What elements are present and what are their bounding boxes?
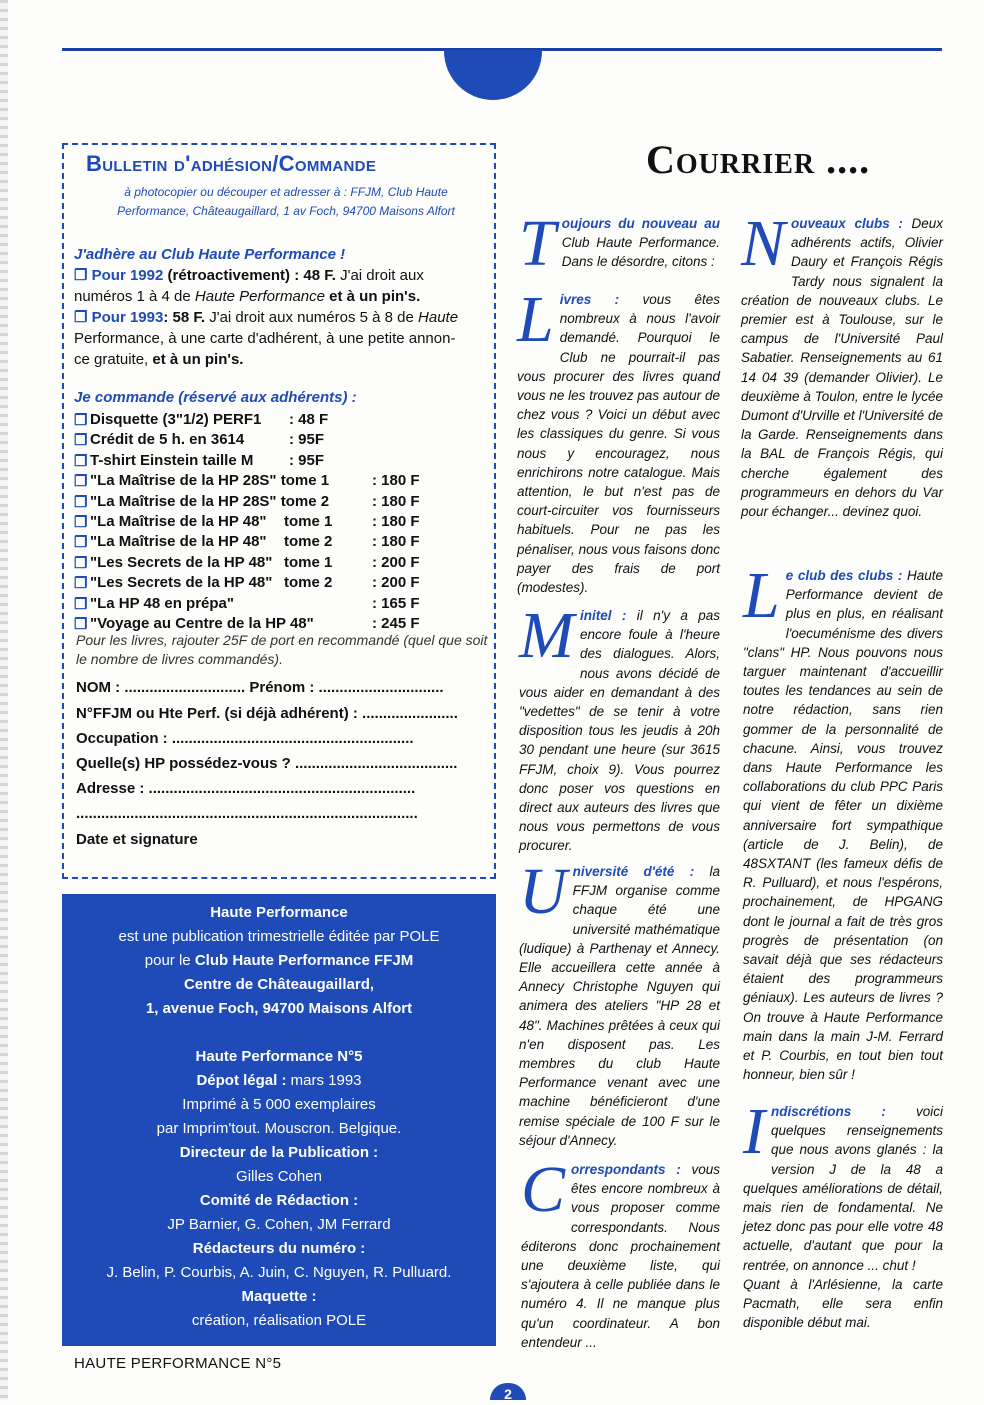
option-1993-cont xyxy=(74,350,492,369)
article-livres xyxy=(517,283,720,597)
article-club-des-clubs xyxy=(743,559,943,1084)
form-subtitle-line: Performance, Châteaugaillard, 1 av Foch, 94700 Maisons Alfort xyxy=(117,204,455,218)
article-text: la FFJM organise comme chaque été une université mathématique (ludique) à Parthenay et Annecy. Elle accueillera cette année à Annecy Christophe Nguyen qui animera des ateliers "HP 28 et 48". Machines prêtées à ceux qui n'en disposent pas. Les membres du club Haute Performance venant avec une machine bénéficieront d'une remise spéciale de 100 F sur le séjour d'Annecy. xyxy=(519,864,720,1148)
checkbox-icon[interactable]: ❐ xyxy=(74,554,88,572)
article-lead: orrespondants : xyxy=(571,1162,681,1177)
option-1992[interactable] xyxy=(74,266,492,285)
credit-line: Gilles Cohen xyxy=(236,1168,322,1185)
order-item-label: Disquette (3"1/2) PERF1 xyxy=(90,411,262,428)
order-item-label: T-shirt Einstein taille M xyxy=(90,451,254,469)
drop-cap: L xyxy=(517,283,554,356)
member-number-field[interactable]: N°FFJM ou Hte Perf. (si déjà adhérent) : ....................... xyxy=(76,705,458,722)
credit-text: mars 1993 xyxy=(290,1072,362,1089)
option-price: : 58 F. xyxy=(163,309,206,326)
credits-box xyxy=(62,894,496,1346)
order-form xyxy=(62,143,496,879)
credit-line: Haute Performance N°5 xyxy=(195,1048,363,1065)
order-item-label: "Voyage au Centre de la HP 48" xyxy=(90,615,314,632)
checkbox-icon[interactable]: ❐ xyxy=(74,473,88,491)
drop-cap: C xyxy=(521,1153,566,1226)
article-text: Haute Performance devient de plus en plus, en réalisant l'oecuménisme des divers "clans" HP. Nous pouvons nous targuer maintenant d'accueillir toutes les tendances au sein de notre rédaction, sans rien gommer de la personnalité de chacune. Ainsi, vous trouvez dans Haute Performance les collaborations du club PPC Paris qui vient de fêter un dixième anniversaire fort sympathique (article de J. Belin), de 48SXTANT (les fameux défis de R. Pulluard), et nous l'espérons, prochainement, de HPGANG dont le journal a fait de très gros progrès de présentation (on savait déjà que ses rédacteurs étaient des programmeurs géniaux). Les auteurs de livres ? On trouve à Haute Performance main dans la main J-M. Ferrard et P. Courbis, en tout bien tout honneur, bien sûr ! xyxy=(743,568,943,1083)
credit-line: JP Barnier, G. Cohen, JM Ferrard xyxy=(167,1216,391,1233)
books-note: Pour les livres, rajouter 25F de port en recommandé (quel que soit le nombre de livres commandés). xyxy=(76,632,488,667)
checkbox-icon[interactable]: ❐ xyxy=(74,595,88,613)
order-item-tome: tome 2 xyxy=(284,533,333,551)
order-item-label: "La HP 48 en prépa" xyxy=(90,594,235,612)
page-number: 2 xyxy=(490,1383,526,1400)
option-text: J'ai droit aux xyxy=(340,267,424,284)
drop-cap: M xyxy=(519,599,574,672)
credit-line xyxy=(62,952,496,969)
credit-line: Haute Performance xyxy=(210,904,348,921)
credit-line: est une publication trimestrielle éditée par POLE xyxy=(118,928,440,945)
credit-line: Directeur de la Publication : xyxy=(179,1144,379,1161)
article-universite xyxy=(519,855,720,1150)
order-item-tome: tome 1 xyxy=(284,553,333,571)
occupation-field[interactable]: Occupation : .......................................................... xyxy=(76,730,414,747)
article-lead: e club des clubs : xyxy=(785,568,903,583)
hp-owned-field[interactable]: Quelle(s) HP possédez-vous ? ....................................... xyxy=(76,755,458,772)
order-item-price: : 95F xyxy=(289,451,325,469)
order-item-price: : 165 F xyxy=(372,594,420,612)
order-item-price: : 245 F xyxy=(372,615,420,632)
order-item-label: "La Maîtrise de la HP 28S" tome 2 xyxy=(90,492,330,510)
order-item-tome: tome 2 xyxy=(284,574,333,592)
option-1992-cont xyxy=(74,287,492,306)
order-item-label: "La Maîtrise de la HP 28S" tome 1 xyxy=(90,472,330,490)
article-indiscretions xyxy=(743,1095,943,1332)
article-text: Quant à l'Arlésienne, la carte Pacmath, elle sera enfin disponible début mai. xyxy=(743,1276,943,1331)
order-item-price: : 200 F xyxy=(372,553,420,571)
credit-line: par Imprim'tout. Mouscron. Belgique. xyxy=(156,1120,402,1137)
option-1993-cont: Performance, à une carte d'adhérent, à une petite annon- xyxy=(74,330,456,347)
credit-line xyxy=(62,1072,496,1089)
checkbox-icon[interactable]: ❐ xyxy=(74,616,88,633)
checkbox-icon[interactable]: ❐ xyxy=(74,309,88,326)
order-item-price: : 48 F xyxy=(289,411,329,428)
option-price: (rétroactivement) : 48 F. xyxy=(167,267,336,284)
article-text: Club Haute Performance. Dans le désordre, citons : xyxy=(561,235,720,270)
drop-cap: U xyxy=(519,855,567,928)
article-lead: initel : xyxy=(579,608,627,623)
credit-line: Imprimé à 5 000 exemplaires xyxy=(182,1096,376,1113)
article-minitel xyxy=(519,599,720,856)
checkbox-icon[interactable]: ❐ xyxy=(74,534,88,552)
article-intro xyxy=(519,207,720,280)
form-title: Bulletin d'adhésion/Commande xyxy=(86,151,377,176)
name-field[interactable]: NOM : ............................. Prénom : .............................. xyxy=(76,679,444,696)
article-lead: oujours du nouveau au xyxy=(561,216,720,231)
order-item-label: "La Maîtrise de la HP 48" xyxy=(90,533,267,551)
option-magazine: Haute Performance xyxy=(194,288,325,305)
order-item-price: : 180 F xyxy=(372,472,420,490)
option-text: numéros 1 à 4 de xyxy=(74,288,191,305)
article-text: vous êtes encore nombreux à vous proposer comme correspondants. Nous éditerons donc prochainement une deuxième liste, qui s'ajoutera à celle publiée dans le numéro 4. Il ne manque plus qu'un coordinateur. A bon entendeur ... xyxy=(521,1162,720,1350)
credit-line: 1, avenue Foch, 94700 Maisons Alfort xyxy=(145,1000,413,1017)
date-signature-field[interactable]: Date et signature xyxy=(76,831,198,848)
address-field[interactable]: Adresse : ................................................................ xyxy=(76,780,416,797)
checkbox-icon[interactable]: ❐ xyxy=(74,267,88,284)
article-lead: ndiscrétions : xyxy=(770,1104,886,1119)
order-item-price: : 180 F xyxy=(372,513,420,530)
credit-line: Rédacteurs du numéro : xyxy=(192,1240,366,1257)
article-text: vous êtes nombreux à nous l'avoir demandé. Pourquoi le Club ne pourrait-il pas vous procurer des livres quand vous ne les trouvez pas autour de chez vous ? Voici un début avec les classiques du genre. Si vous nous y encouragez, nous enrichirons notre catalogue. Mais attention, le but n'est pas de court-circuiter vos fournisseurs habituels. Pour ne pas les pénaliser, nous vous faisons donc payer des frais de port (modestes). xyxy=(517,292,720,596)
credit-line: Comité de Rédaction : xyxy=(199,1192,359,1209)
article-correspondants xyxy=(521,1153,720,1352)
address-field-2[interactable]: .................................................................................. xyxy=(76,805,418,822)
order-item-price: : 200 F xyxy=(372,574,420,592)
drop-cap: I xyxy=(743,1095,765,1168)
order-item-label: "Les Secrets de la HP 48" xyxy=(90,574,273,592)
credit-line: Centre de Châteaugaillard, xyxy=(183,976,375,993)
article-text: voici quelques renseignements que nous avons glanés : la version J de la 48 a quelques améliorations de détail, mais rien de fondamental. Ne jetez donc pas pour elle votre 48 actuelle, d'autant que pour la rentrée, on annonce ... chut ! xyxy=(743,1104,943,1273)
option-year: Pour 1993 xyxy=(91,309,164,326)
order-item-label: Crédit de 5 h. en 3614 xyxy=(90,431,245,449)
credit-text: Club Haute Performance FFJM xyxy=(194,952,414,969)
header-disc xyxy=(444,50,542,100)
checkbox-icon[interactable]: ❐ xyxy=(74,493,88,511)
order-item-label: "La Maîtrise de la HP 48" xyxy=(90,513,267,530)
article-lead: niversité d'été : xyxy=(572,864,695,879)
article-lead: ouveaux clubs : xyxy=(791,216,903,231)
drop-cap: T xyxy=(519,207,556,280)
article-nouveaux-clubs xyxy=(741,207,943,521)
checkbox-icon[interactable]: ❐ xyxy=(74,514,88,531)
credit-text: Dépot légal : xyxy=(196,1072,287,1089)
page-edge xyxy=(0,0,8,1400)
credit-text: pour le xyxy=(144,952,191,969)
option-text: et à un pin's. xyxy=(152,351,244,368)
option-magazine: Haute xyxy=(418,309,459,326)
checkbox-icon[interactable]: ❐ xyxy=(74,452,88,470)
order-item-tome: tome 1 xyxy=(284,513,333,530)
option-year: Pour 1992 xyxy=(91,267,164,284)
option-1993[interactable] xyxy=(74,308,492,327)
order-heading: Je commande (réservé aux adhérents) : xyxy=(74,389,357,406)
article-lead: ivres : xyxy=(559,292,620,307)
checkbox-icon[interactable]: ❐ xyxy=(74,412,88,429)
section-title: Courrier .... xyxy=(646,137,871,182)
credit-line: Maquette : xyxy=(241,1288,317,1305)
adhesion-heading: J'adhère au Club Haute Performance ! xyxy=(74,246,346,263)
drop-cap: L xyxy=(743,559,780,632)
form-subtitle xyxy=(86,183,486,221)
order-item-price: : 95F xyxy=(289,431,325,449)
article-text: il n'y a pas encore foule à l'heure des dialogues. Alors, nous avons décidé de vous aider en demandant à des "vedettes" de se tenir à votre disposition tous les jeudis à 20h 30 pendant une heure (sur 3615 FFJM, choix 9). Vous pourrez donc poser vos questions en direct aux auteurs des livres que nous vous permettons de vous procurer. xyxy=(519,608,720,854)
order-item-price: : 180 F xyxy=(372,492,420,510)
checkbox-icon[interactable]: ❐ xyxy=(74,575,88,593)
form-subtitle-line: à photocopier ou découper et adresser à : FFJM, Club Haute xyxy=(124,185,448,199)
order-item-label: "Les Secrets de la HP 48" xyxy=(90,553,273,571)
page-footer: HAUTE PERFORMANCE N°5 xyxy=(74,1355,282,1372)
drop-cap: N xyxy=(741,207,786,280)
option-text: J'ai droit aux numéros 5 à 8 de xyxy=(209,309,414,326)
article-text: Deux adhérents actifs, Olivier Daury et François Régis Tardy nous signalent la création de nouveaux clubs. Le premier est à Toulouse, sur le campus de l'Université Paul Sabatier. Renseignements au 61 14 04 39 (demander Olivier). Le deuxième à Toulon, entre le lycée Dumont d'Urville et l'Université de la Garde. Renseignements dans la BAL de François Régis, qui cherche également des programmeurs en dehors du Var pour échanger... devinez quoi. xyxy=(741,216,943,520)
option-text: et à un pin's. xyxy=(329,288,421,305)
option-text: ce gratuite, xyxy=(74,351,149,368)
order-item-price: : 180 F xyxy=(372,533,420,551)
credit-line: J. Belin, P. Courbis, A. Juin, C. Nguyen, R. Pulluard. xyxy=(106,1264,452,1281)
checkbox-icon[interactable]: ❐ xyxy=(74,432,88,450)
credit-line: création, réalisation POLE xyxy=(191,1312,367,1329)
